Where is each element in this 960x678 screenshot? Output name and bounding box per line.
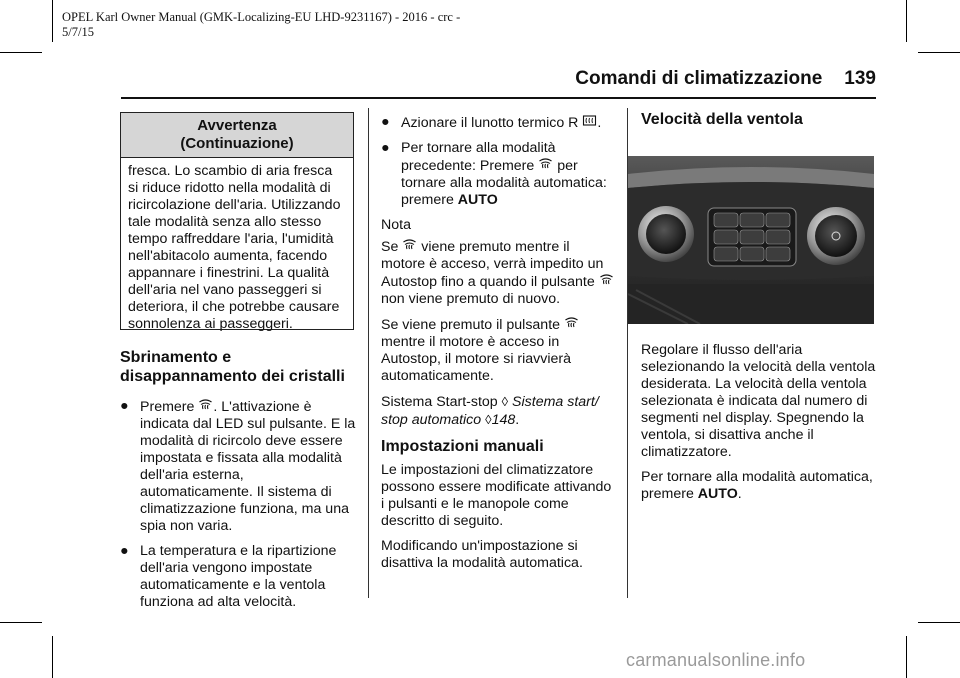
- defrost-icon: [599, 273, 614, 288]
- warning-box: [120, 112, 354, 330]
- note-text-part: non viene premuto di nuovo.: [381, 291, 561, 307]
- crop-mark: [918, 622, 960, 623]
- crop-mark: [918, 52, 960, 53]
- auto-label: AUTO: [697, 486, 738, 502]
- list-item: [381, 114, 617, 132]
- crop-mark: [906, 0, 907, 42]
- warning-text: fresca. Lo scambio di aria fresca si riduce ridotto nella modalità di ricircolazione dell'aria. Utilizzando tale modalità senza allo stesso tempo raffreddare l'aria, l'umidità nell'abitacolo aumenta, facendo appannare i finestrini. La qualità dell'aria nel vano passeggeri si deteriora, il che potrebbe causare sonnolenza ai passeggeri.: [128, 163, 341, 332]
- bullet-marker: ●: [120, 398, 129, 414]
- paragraph-text: Per tornare alla modalità automatica, premere: [641, 469, 873, 502]
- paragraph-text: Se viene premuto il pulsante: [381, 317, 561, 333]
- column-middle: [381, 114, 617, 580]
- auto-label: AUTO: [457, 192, 498, 208]
- list-item: [120, 398, 356, 535]
- list-item: [381, 140, 617, 209]
- warning-title: [121, 113, 353, 158]
- crop-mark: [52, 636, 53, 678]
- cross-reference: [381, 393, 617, 429]
- column-left: [120, 348, 356, 619]
- paragraph-text: mentre il motore è acceso in Autostop, il motore si riavvierà automaticamente.: [381, 334, 572, 384]
- section-heading-manual: Impostazioni manuali: [381, 438, 544, 455]
- document-meta: [62, 10, 522, 40]
- list-item-text: . L'attivazione è indicata dal LED sul pulsante. E la modalità di ricircolo deve essere impostata e fissata alla modalità dell'aria esterna, automaticamente. Il sistema di climatizzazione funziona, ma una spia non varia.: [140, 399, 356, 534]
- paragraph: Modificando un'impostazione si disattiva la modalità automatica.: [381, 538, 583, 571]
- crop-mark: [0, 52, 42, 53]
- reference-link[interactable]: Sistema start/ stop automatico: [381, 394, 599, 428]
- paragraph: Le impostazioni del climatizzatore possono essere modificate attivando i pulsanti e le manopole come descritto di seguito.: [381, 462, 612, 529]
- column-divider: [368, 108, 369, 598]
- paragraph: Regolare il flusso dell'aria selezionando la velocità della ventola desiderata. La velocità della ventola selezionata è indicata dal numero di segmenti nel display. Spegnendo la ventola, si disattiva anche il climatizzatore.: [641, 342, 876, 460]
- paragraph: [381, 316, 617, 385]
- warning-title-main: Avvertenza: [197, 117, 277, 134]
- list-item-text: Premere: [140, 399, 195, 415]
- reference-icon: ◊: [501, 394, 509, 409]
- bullet-marker: ●: [120, 543, 129, 559]
- paragraph: [641, 469, 881, 503]
- bullet-marker: ●: [381, 114, 390, 130]
- crop-mark: [906, 636, 907, 678]
- watermark: carmanualsonline.info: [626, 650, 806, 670]
- note-label: Nota: [381, 217, 411, 233]
- defrost-icon: [198, 398, 213, 413]
- page-header: [560, 68, 876, 90]
- list-item-text: per tornare alla modalità automatica: premere: [401, 158, 607, 208]
- defrost-icon: [538, 157, 553, 172]
- section-title: Comandi di climatizzazione: [575, 68, 823, 89]
- list-item-text: .: [597, 115, 602, 131]
- list-item-text: La temperatura e la ripartizione dell'aria vengono impostate automaticamente e la ventola funziona ad alta velocità.: [140, 543, 337, 610]
- note-text: [381, 238, 617, 308]
- climate-control-photo: [628, 156, 874, 324]
- column-right-text: [641, 342, 881, 511]
- section-heading-defrost: Sbrinamento e disappannamento dei cristalli: [120, 349, 345, 385]
- paragraph-text: .: [737, 486, 742, 502]
- crop-mark: [0, 622, 42, 623]
- reference-icon: ◊: [485, 412, 492, 427]
- document-meta-line: OPEL Karl Owner Manual (GMK-Localizing-EU LHD-9231167) - 2016 - crc -: [62, 10, 461, 24]
- list-item-text: Azionare il lunotto termico R: [401, 115, 579, 131]
- section-heading-fan-speed: Velocità della ventola: [641, 111, 803, 128]
- paragraph-text: .: [515, 412, 520, 428]
- column-right: [641, 110, 881, 129]
- list-item: [120, 543, 356, 611]
- defrost-icon: [402, 238, 417, 253]
- paragraph-text: Sistema Start-stop: [381, 394, 498, 410]
- warning-title-sub: (Continuazione): [180, 135, 294, 152]
- document-meta-date: 5/7/15: [62, 25, 94, 39]
- note-text-part: viene premuto mentre il motore è acceso, verrà impedito un Autostop fino a quando il pulsante: [381, 239, 604, 290]
- crop-mark: [52, 0, 53, 42]
- list-item-text: Per tornare alla modalità precedente: Premere: [401, 140, 556, 174]
- page-number: 139: [844, 68, 876, 89]
- bullet-marker: ●: [381, 140, 390, 156]
- reference-page[interactable]: 148: [491, 412, 516, 428]
- defrost-icon: [564, 316, 579, 331]
- note-text-part: Se: [381, 239, 399, 255]
- header-rule: [121, 97, 876, 99]
- rear-window-heater-icon: [582, 114, 597, 129]
